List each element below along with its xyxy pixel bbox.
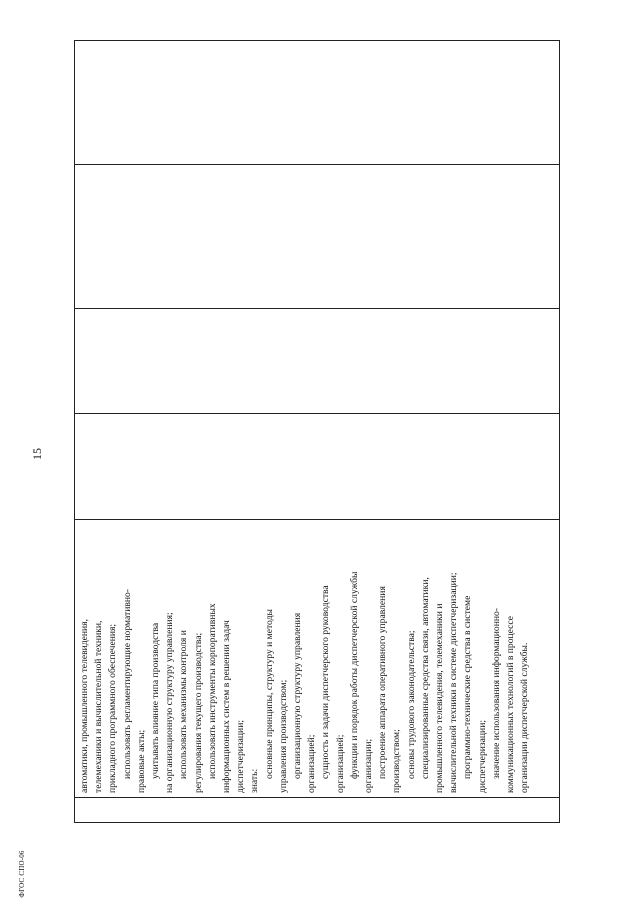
rotated-table-container [74,40,560,823]
table-cell-competencies [75,41,560,165]
text-line: организации диспетчерской службы. [519,642,531,793]
text-line: прикладного программного обеспечения; [107,623,119,793]
text-line: вычислительной техники в системе диспетчеризации; [448,572,460,793]
footer-code: ФГОС СПО-06 [18,850,26,898]
text-line: использовать механизмы контроля и [178,630,190,779]
text-line: учитывать влияние типа производства [150,622,162,779]
text-line: функции и порядок работы диспетчерской службы [348,571,360,779]
text-line: правовые акты; [135,729,147,793]
table-cell-skills-knowledge [75,520,560,798]
table-row [75,41,560,823]
text-line: коммуникационных технологий в процессе [505,615,517,793]
curriculum-table [74,40,560,823]
text-line: организации; [363,738,375,793]
text-line: организацией; [334,734,346,793]
text-line: использовать инструменты корпоративных [206,603,218,779]
text-line: регулирования текущего производства; [192,632,204,793]
text-line: использовать регламентирующие нормативно- [121,588,133,779]
text-line: на организационную структуру управления; [164,612,176,793]
text-line: сущность и задачи диспетчерского руководства [320,585,332,779]
text-line: основы трудового законодательства; [405,630,417,779]
text-line: организацией; [306,734,318,793]
text-line: диспетчеризации; [476,720,488,793]
text-line: автоматики, промышленного телевидения, [79,619,90,793]
text-line: диспетчеризации; [235,720,247,793]
text-line: построение аппарата оперативного управления [377,586,389,779]
text-line: телемеханики и вычислительной техники, [93,620,105,793]
text-line: основные принципы, структуру и методы [263,609,275,779]
table-cell-hours-mandatory [75,165,560,309]
table-cell-discipline [75,414,560,520]
text-line: специализированные средства связи, автоматики, [419,577,431,779]
text-line: промышленного телевидения, телемеханики и [434,603,446,793]
skills-knowledge-text [75,520,533,797]
page-number: 15 [30,448,44,460]
text-line: организационную структуру управления [292,612,304,779]
table-cell-index [75,798,560,823]
text-line: информационных систем в решении задач [221,620,233,793]
text-line: программно-технические средства в системе [462,595,474,779]
text-line: производством; [391,729,403,793]
text-line: управления производством; [277,679,289,793]
text-line: значение использования информационно- [490,608,502,779]
text-line: знать: [249,768,261,793]
table-cell-hours-total [75,309,560,414]
